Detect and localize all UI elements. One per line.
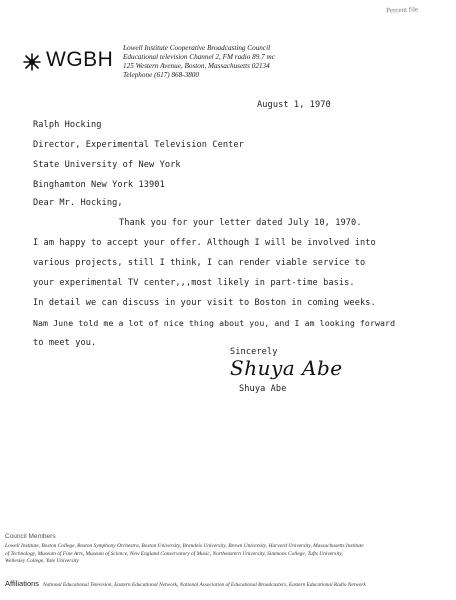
recipient-title: Director, Experimental Television Center (33, 140, 244, 150)
body-line: your experimental TV center,,,most likely in part-time basis. (33, 278, 355, 288)
handwritten-signature: Shuya Abe (230, 356, 343, 380)
body-line: Thank you for your letter dated July 10, 1970. (119, 218, 362, 228)
council-line: of Technology, Museum of Fine Arts, Museum of Science, New England Conservatory of Music, Northeastern University, Simmons College, Tufts University, (5, 550, 343, 557)
handwritten-note: Percent file (385, 5, 419, 15)
wgbh-logo-text: WGBH (46, 48, 114, 71)
recipient-city: Binghamton New York 13901 (33, 180, 165, 190)
affiliations-row (5, 573, 366, 591)
body-line: In detail we can discuss in your visit to Boston in coming weeks. (33, 298, 376, 308)
letter-date: August 1, 1970 (257, 100, 331, 110)
wgbh-logo-mark (22, 52, 42, 77)
affiliations-text: National Educational Television, Eastern Educational Network, National Association of Educational Broadcasters, Eastern Educational Radio Network (43, 582, 366, 588)
letterhead-line: 125 Western Avenue, Boston, Massachusetts 02134 (123, 62, 270, 70)
recipient-name: Ralph Hocking (33, 120, 102, 130)
recipient-institution: State University of New York (33, 160, 181, 170)
body-line: Nam June told me a lot of nice thing about you, and I am looking forward (33, 318, 396, 328)
council-list (5, 543, 364, 566)
letterhead-line: Educational television Channel 2, FM radio 89.7 mc (123, 53, 275, 61)
typed-name: Shuya Abe (239, 384, 287, 394)
council-line: Lowell Institute, Boston College, Boston Symphony Orchestra, Boston University, Brandeis University, Brown University, Harvard University, Massachusetts Institute (5, 543, 364, 549)
body-line: various projects, still I think, I can render viable service to (33, 258, 366, 268)
letterhead-line: Telephone (617) 868-3800 (123, 71, 199, 79)
council-line: Wellesley College, Yale University (5, 558, 79, 564)
wgbh-logo-icon (22, 52, 42, 72)
body-line: to meet you. (33, 338, 97, 348)
body-line: I am happy to accept your offer. Although I will be involved into (33, 238, 376, 248)
closing: Sincerely (230, 347, 278, 357)
letterhead-address (123, 44, 275, 80)
letterhead-line: Lowell Institute Cooperative Broadcasting Council (123, 44, 271, 52)
affiliations-heading: Affiliations (5, 579, 40, 588)
salutation: Dear Mr. Hocking, (33, 198, 123, 208)
council-heading: Council Members (5, 533, 56, 540)
